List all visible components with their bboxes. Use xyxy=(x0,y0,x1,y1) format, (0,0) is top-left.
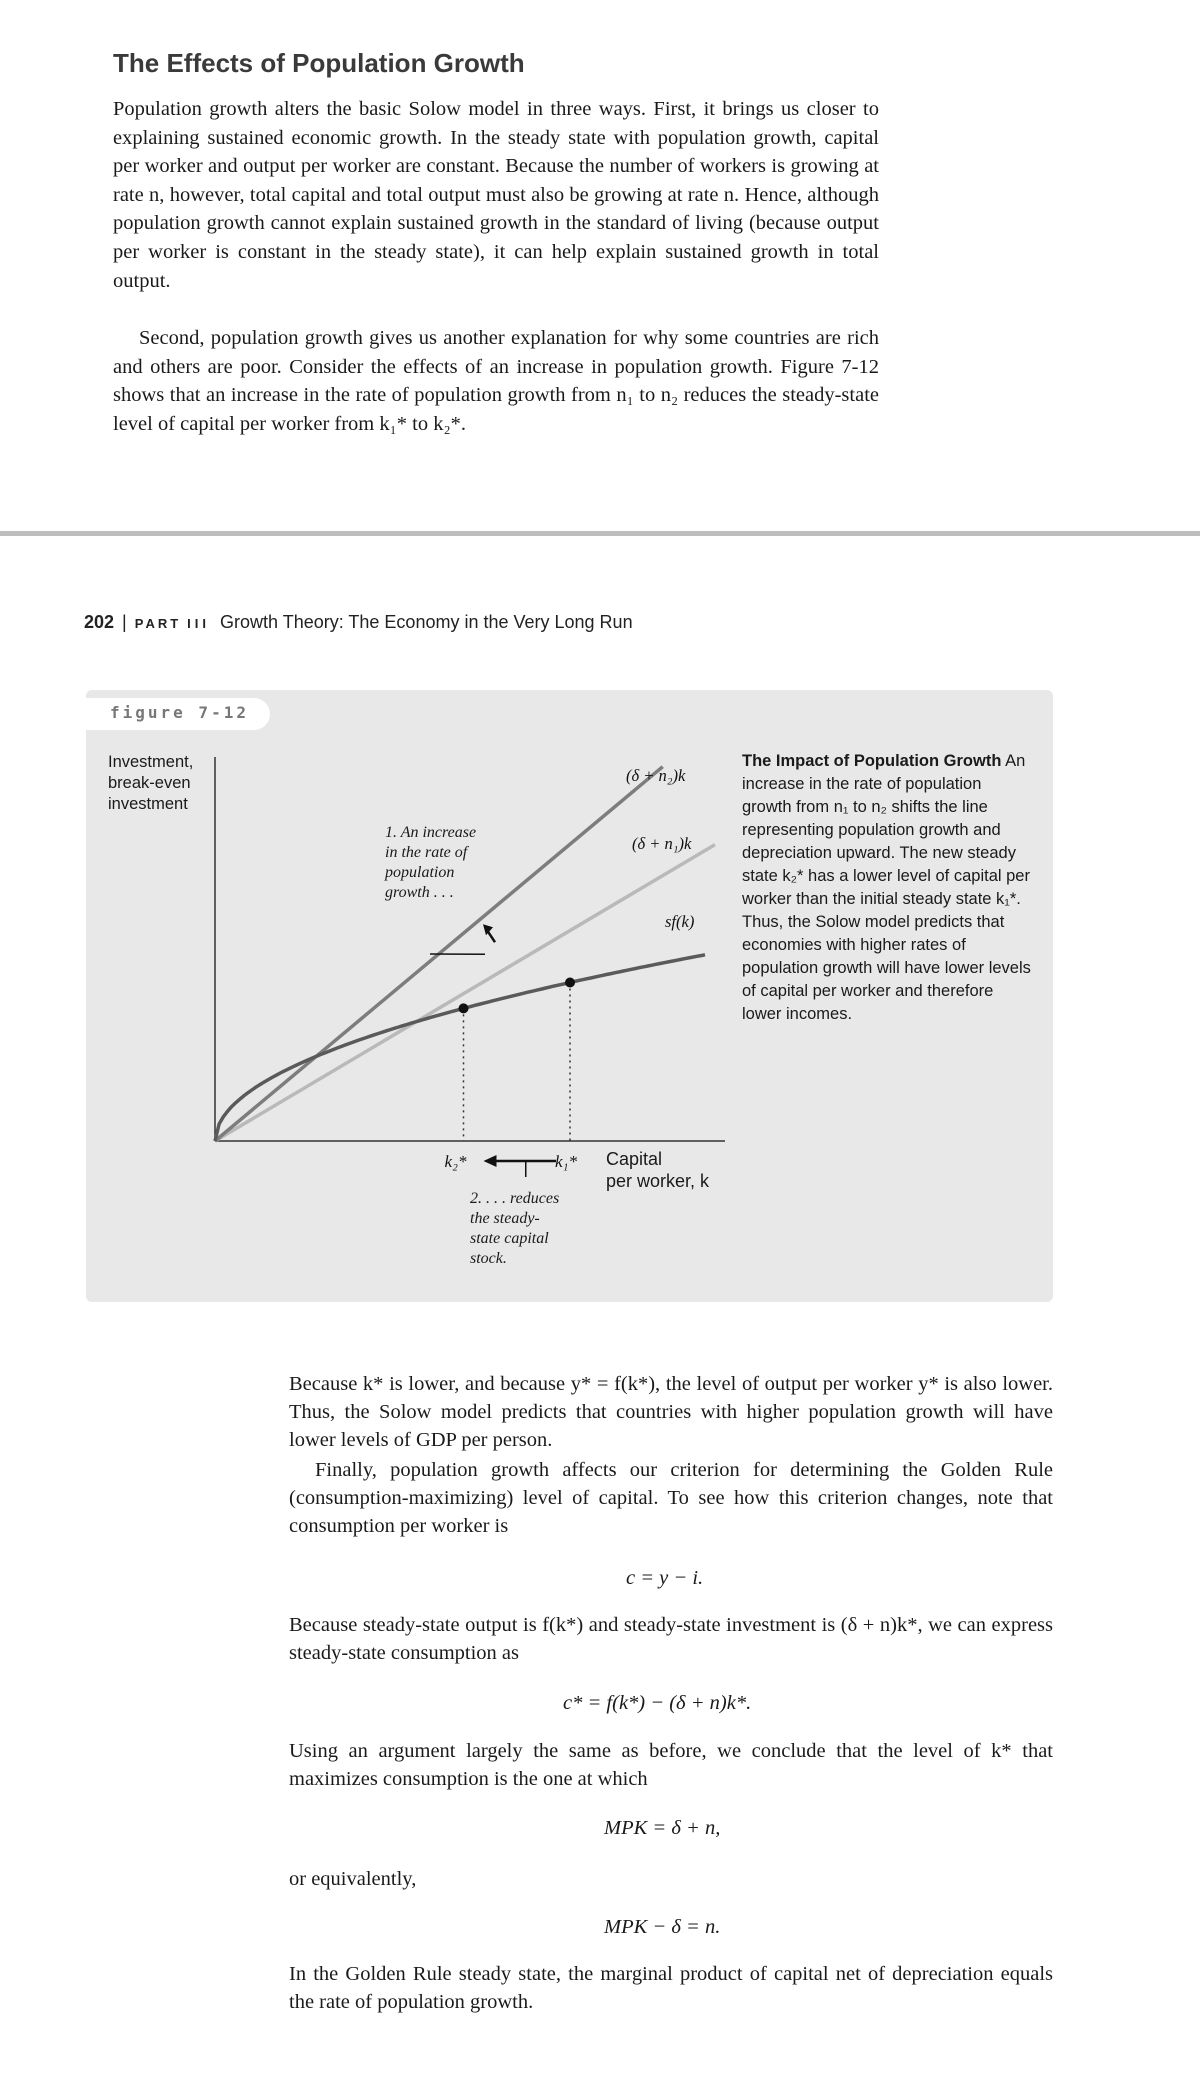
bottom-paragraph-6: In the Golden Rule steady state, the marginal product of capital net of depreciation equals the rate of population growth. xyxy=(289,1963,1053,2013)
top-paragraph-2: Second, population growth gives us another explanation for why some countries are rich and others are poor. Consider the effects of an increase in population growth. Figure 7-12 shows that an increase in the rate of population growth from n₁ to n₂ reduces the steady-state level of capital per worker from k₁* to k₂*. xyxy=(113,327,879,435)
tick-label-k2: k₂* xyxy=(444,1152,467,1171)
caption-body: An increase in the rate of population growth from n₁ to n₂ shifts the line representing population growth and depreciation upward. The new steady state k₂* has a lower level of capital per worker than the initial steady state k₁*. Thus, the Solow model predicts that economies with higher rates of population growth will have lower levels of capital per worker and therefore lower incomes. xyxy=(742,752,1031,1023)
bottom-paragraph-4: Using an argument largely the same as before, we conclude that the level of k* that maximizes consumption is the one at which xyxy=(289,1740,1053,1790)
y-axis-label xyxy=(108,752,193,815)
y-axis-label-line: break-even xyxy=(108,774,191,792)
running-head-separator: | xyxy=(122,612,127,632)
bottom-paragraph-1: Because k* is lower, and because y* = f(k*), the level of output per worker y* is also lower. Thus, the Solow model predicts that countries with higher population growth will have lower levels of GDP per person. xyxy=(289,1373,1053,1451)
figure-label: figure 7-12 xyxy=(110,703,249,722)
series-label-n2: (δ + n₂)k xyxy=(626,766,686,785)
x-axis-label xyxy=(606,1148,709,1192)
running-head xyxy=(84,612,633,633)
solow-chart xyxy=(211,757,731,1177)
note-line: stock. xyxy=(470,1250,507,1267)
note-line: the steady- xyxy=(470,1210,540,1227)
x-axis-label-line: per worker, k xyxy=(606,1171,710,1191)
section-heading: The Effects of Population Growth xyxy=(113,48,525,78)
figure-caption xyxy=(742,750,1032,1026)
series-label-n1: (δ + n₁)k xyxy=(632,834,692,853)
part-number: III xyxy=(187,616,211,631)
top-paragraph-1: Population growth alters the basic Solow model in three ways. First, it brings us closer to explaining sustained economic growth. In the steady state with population growth, capital per worker and output per worker are constant. Because the number of workers is growing at rate n, however, total capital and total output must also be growing at rate n. Hence, although population growth cannot explain sustained growth in the standard of living (because output per worker is constant in the steady state), it can help explain sustained growth in total output. xyxy=(113,98,879,292)
page-number: 202 xyxy=(84,612,115,632)
note-line: 2. . . . reduces xyxy=(470,1190,560,1207)
bottom-paragraph-5: or equivalently, xyxy=(289,1868,417,1890)
y-axis-label-line: investment xyxy=(108,795,188,813)
part-word: PART xyxy=(134,616,182,631)
bottom-paragraph-3: Because steady-state output is f(k*) and steady-state investment is (δ + n)k*, we can express steady-state consumption as xyxy=(289,1614,1053,1664)
equation-mpk-net: MPK − δ = n. xyxy=(604,1916,721,1938)
y-axis-label-line: Investment, xyxy=(108,753,194,771)
caption-title: The Impact of Population Growth xyxy=(742,752,1002,770)
decrease-arrow-head xyxy=(484,1155,497,1167)
steady-state-k1-point xyxy=(565,978,575,988)
annotation-increase-population-growth xyxy=(385,823,476,903)
note-line: population xyxy=(385,864,455,881)
savings-curve xyxy=(215,955,705,1141)
equation-consumption: c = y − i. xyxy=(626,1567,704,1589)
annotation-reduces-capital xyxy=(470,1189,559,1269)
x-axis-label-line: Capital xyxy=(606,1149,663,1169)
steady-state-k2-point xyxy=(459,1003,469,1013)
equation-steady-state-consumption: c* = f(k*) − (δ + n)k*. xyxy=(563,1692,752,1714)
note-line: state capital xyxy=(470,1230,549,1247)
equation-mpk: MPK = δ + n, xyxy=(604,1817,721,1839)
note-line: 1. An increase xyxy=(385,824,477,841)
tick-label-k1: k₁* xyxy=(555,1152,577,1171)
bottom-paragraph-2: Finally, population growth affects our criterion for determining the Golden Rule (consumption-maximizing) level of capital. To see how this criterion changes, note that consumption per worker is xyxy=(289,1459,1053,1537)
series-label-sf: sf(k) xyxy=(665,912,695,931)
note-line: growth . . . xyxy=(385,884,454,901)
part-title: Growth Theory: The Economy in the Very Long Run xyxy=(220,612,633,632)
page-divider xyxy=(0,531,1200,536)
note-line: in the rate of xyxy=(385,844,468,861)
